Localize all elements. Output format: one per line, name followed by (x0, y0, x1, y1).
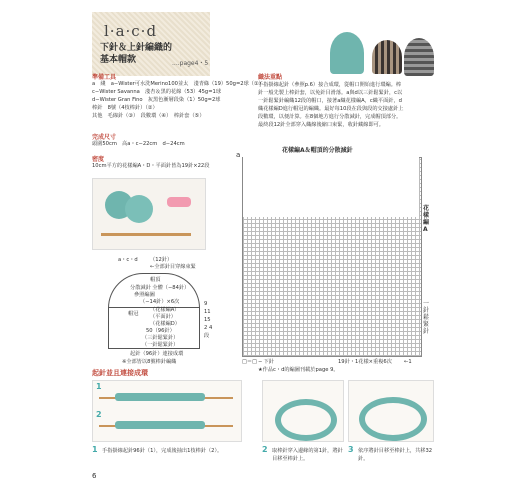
cast-on-heading: 起針並且連接成環 (92, 369, 148, 377)
diagram-rib2: （一針鬆緊針） (142, 342, 179, 348)
method-line: 織花樣編D進行帽冠的編織。最好每10段在段與段的交接處針上 (258, 106, 404, 112)
diagram-row-numbers: 9 11 15 2 4 段 (204, 301, 213, 339)
hat-photo-a (330, 32, 364, 74)
chart-side-label-a: 花樣編A (423, 205, 430, 233)
title-line-1: 下針＆上針編織的 (100, 43, 173, 53)
chart-legend (242, 358, 274, 366)
yarn-ring (275, 399, 337, 441)
crown-decrease-shape (243, 157, 313, 217)
diagram-label: a・c・d (118, 257, 138, 263)
yarn-ball-icon (125, 195, 153, 223)
step-number: 2 (262, 445, 268, 454)
diagram-side-a: （花樣編A） (150, 307, 180, 313)
yarn-stitches (115, 421, 205, 429)
legend-box: □＝□ (242, 359, 257, 365)
material-item: a 綫 a−Wister可水洗Merino100並太 淺青綠（19）50g=2球（①） (92, 81, 264, 87)
yarn-stitches (115, 393, 205, 401)
project-mark: l·a·c·d (104, 22, 158, 40)
hat-photo-d (404, 38, 434, 76)
method-line: 手指掛線起針（參照p.6）接合成環，從帽口開始進行環編。棒 (258, 82, 402, 88)
page-number: 6 (92, 472, 97, 480)
step-number: 3 (348, 445, 354, 454)
material-item: c−Wister Savanna 淺杏＆黑的花線（53）45g=1球 (92, 89, 222, 95)
step-number: 1 (96, 382, 102, 391)
gauge-heading: 密度 (92, 156, 105, 163)
step-2-photo (262, 380, 344, 442)
step-1-photo (92, 380, 242, 442)
material-item: d−Wister Gran Fino 灰黑色漸層段染（1）50g=2球 (92, 97, 221, 103)
chart-note: ★作品c・d的編圖刊載於page 9。 (258, 367, 339, 373)
step-3-text: 依序將針目移至棒針上，共移32針。 (358, 448, 433, 462)
stitch-marker-icon (167, 197, 191, 207)
diagram-side-d: （花樣編D） (150, 321, 180, 327)
page-title (100, 42, 172, 66)
chart-repeat-label: 19針・1花樣×重複6次 (338, 359, 392, 365)
diagram-side-b: （平面針） (150, 314, 176, 320)
material-item: 其他 毛線針（③） 段數環（④） 棒針套（⑤） (92, 113, 205, 119)
method-line: 段數環，以便計算。在8個地方進行分散減針，完成帽頂部分。 (258, 114, 402, 120)
legend-dash-text: 下針 (263, 359, 274, 365)
knitting-needles-icon (101, 233, 191, 236)
diagram-rib1: （三針鬆緊針） (142, 335, 179, 341)
page-reference: ....page4・5 (172, 60, 209, 67)
method-text (258, 81, 403, 129)
materials-list (92, 80, 264, 120)
diagram-note-top2: ←全部針目穿線束緊 (150, 264, 196, 270)
material-item: 棒針 8號（4枝棒針）（②） (92, 105, 158, 111)
method-line: 一針鬆緊針編織12段的帽口，接著a織花樣編A，c織平面針，d (258, 98, 402, 104)
method-line: 針一般先製上棒針套，以免針目滑落。a與d以三針鬆緊針，c以 (258, 90, 403, 96)
size-text: 頭圍50cm 高a・c−22cm d−24cm (92, 141, 185, 147)
step-3-photo (348, 380, 434, 442)
legend-dash: ─ (258, 359, 262, 365)
step-number: 1 (92, 445, 98, 454)
chart-title: 花樣編A＆帽頂的分散減針 (282, 147, 353, 154)
diagram-note-top: （12針） (150, 257, 173, 263)
method-line: 最終段12針全部穿入織線後縮口束緊，收針藏線即可。 (258, 122, 384, 128)
chart-bottom-left: ←1 (404, 359, 412, 365)
title-line-2: 基本帽款 (100, 55, 137, 65)
diagram-body-label: 帽冠 (128, 311, 139, 317)
step-1-text: 手指掛線起針96針（1），完成後抽出1枝棒針（2）。 (102, 448, 223, 454)
hat-photo-c (372, 40, 402, 74)
size-heading: 完成尺寸 (92, 134, 117, 141)
diagram-bottom: 起針（96針）連接成環 (130, 351, 184, 357)
diagram-st50: 50（96針） (146, 328, 175, 334)
chart-side-label-rib: 一針鬆緊針 (423, 300, 430, 335)
chart-label-a: a (236, 151, 241, 159)
crown-decrease-shape (383, 157, 419, 217)
crown-decrease-shape (313, 157, 383, 217)
materials-photo (92, 178, 206, 250)
step-2-text: 取棒針穿入邊緣的第1針，將針目移至棒針上。 (272, 448, 343, 462)
step-number: 2 (96, 410, 102, 419)
diagram-decrease: 分散減針 全體（−84針） (130, 285, 190, 291)
diagram-crown-label: 帽頂 (150, 277, 161, 283)
diagram-repeat: （−14針）×6次 (140, 299, 180, 305)
materials-heading: 準備工具 (92, 74, 117, 81)
method-heading: 織法重點 (258, 74, 283, 81)
gauge-text: 10cm平方的花樣編A・D・平面針皆為19針×22段 (92, 163, 210, 169)
yarn-ring (359, 397, 427, 441)
diagram-bottom2: ※全部皆以8號棒針編織 (122, 359, 177, 365)
diagram-ref: 參照編圖 (134, 292, 155, 298)
